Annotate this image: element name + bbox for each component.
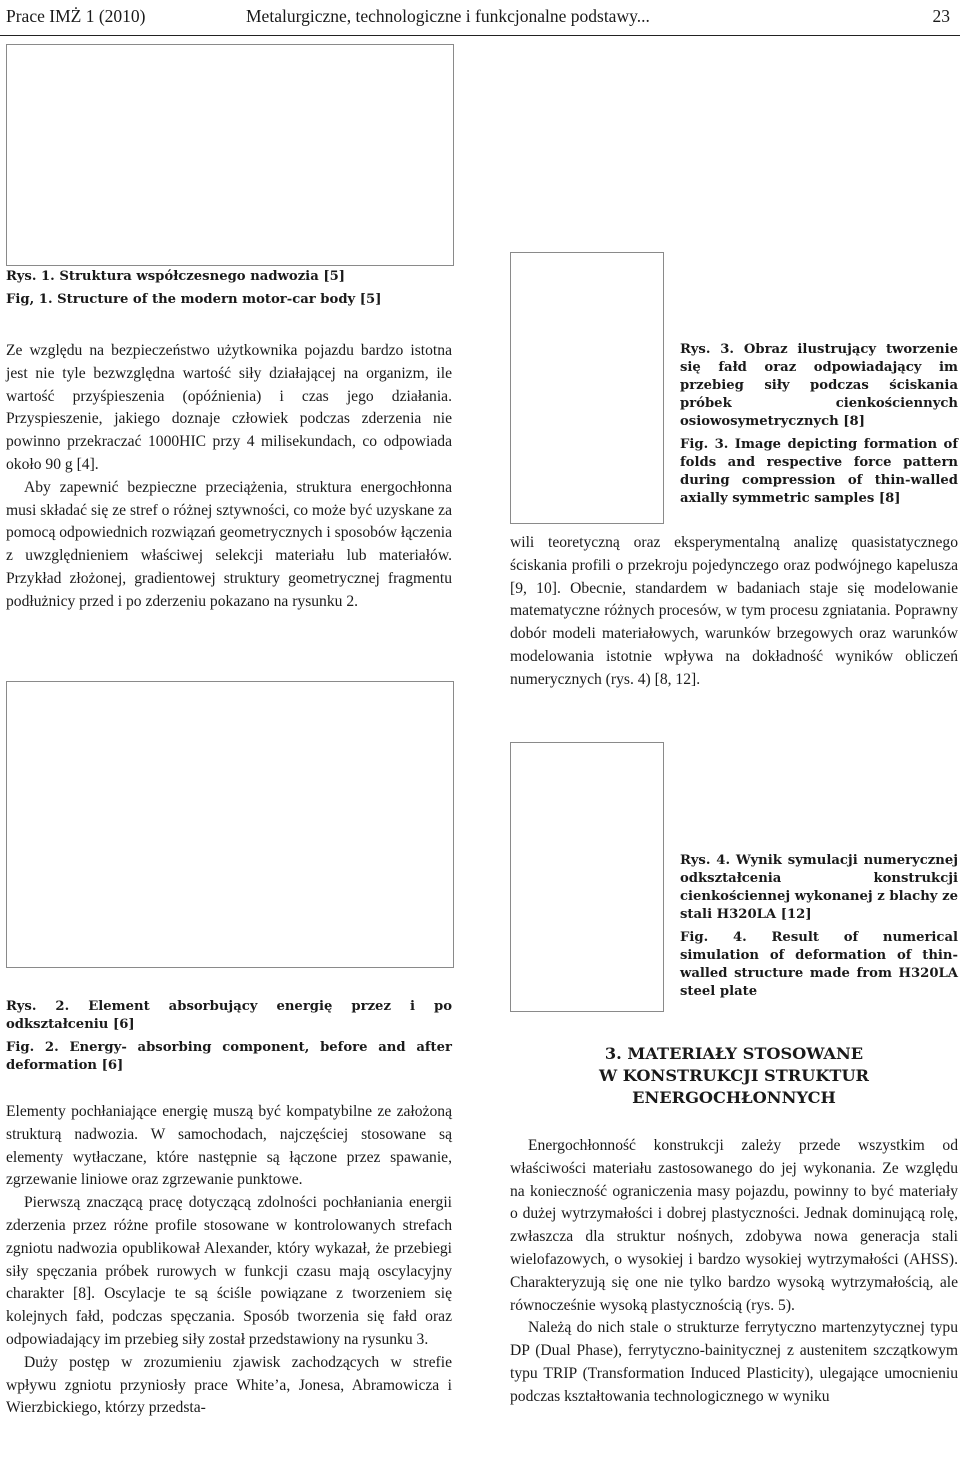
left-body-text-2 xyxy=(6,1101,452,1420)
figure-3-image xyxy=(510,252,664,524)
right-body-text-1 xyxy=(510,532,958,692)
section-3-heading-line: ENERGOCHŁONNYCH xyxy=(632,1088,836,1107)
figure-1-caption-pl: Rys. 1. Struktura współczesnego nadwozia [5] xyxy=(6,269,345,284)
page-header xyxy=(0,6,960,30)
figure-1-caption xyxy=(6,268,452,314)
figure-3-caption-en: Fig. 3. Image depicting formation of folds and respective force pattern during compression of thin-walled axially symmetric samples [8] xyxy=(680,437,958,506)
paragraph: Pierwszą znaczącą pracę dotyczącą zdolności pochłaniania energii zderzenia przez różne profile stosowane w kontrolowanych strefach zgniotu nadwozia opublikował Alexander, który wykazał, że przebiegi siły spęczania próbek rurowych w funkcji czasu mają oscylacyjny charakter [8]. Oscylacje te są ściśle powiązane z tworzeniem się kolejnych fałd, podczas spęczania. Sposób tworzenia się fałd oraz odpowiadający im przebieg siły został przedstawiony na rysunku 3. xyxy=(6,1194,452,1348)
figure-1-caption-en: Fig, 1. Structure of the modern motor-car body [5] xyxy=(6,292,382,307)
section-3-body-text xyxy=(510,1135,958,1409)
header-rule xyxy=(0,35,960,36)
paragraph: Elementy pochłaniające energię muszą być kompatybilne ze założoną strukturą nadwozia. W samochodach, najczęściej stosowane są elementy wytłaczane, które następnie są łączone przez spawanie, zgrzewanie liniowe oraz zgrzewanie punktowe. xyxy=(6,1103,452,1189)
figure-3-caption-pl: Rys. 3. Obraz ilustrujący tworzenie się fałd oraz odpowiadający im przebieg siły podczas ściskania próbek cienkościennych osiowosymetrycznych [8] xyxy=(680,342,958,429)
figure-4-caption xyxy=(680,852,958,1006)
figure-2-caption-en: Fig. 2. Energy- absorbing component, before and after deformation [6] xyxy=(6,1040,452,1073)
figure-2-image xyxy=(6,681,454,968)
figure-2-caption-pl: Rys. 2. Element absorbujący energię przez i po odkształceniu [6] xyxy=(6,999,452,1032)
figure-2-caption xyxy=(6,998,452,1080)
section-3-heading xyxy=(510,1043,958,1109)
paragraph: Należą do nich stale o strukturze ferrytyczno martenzytycznej typu DP (Dual Phase), ferrytyczno-bainitycznej z austenitem szczątkowym typu TRIP (Transformation Induced Plasticity), ulegające umocnieniu podczas kształtowania technologicznego w wyniku xyxy=(510,1319,958,1405)
journal-reference: Prace IMŻ 1 (2010) xyxy=(6,6,146,26)
figure-4-caption-en: Fig. 4. Result of numerical simulation of deformation of thin-walled structure made from H320LA steel plate xyxy=(680,930,958,999)
figure-4-caption-pl: Rys. 4. Wynik symulacji numerycznej odkształcenia konstrukcji cienkościennej wykonanej z blachy ze stali H320LA [12] xyxy=(680,853,958,922)
paragraph: Energochłonność konstrukcji zależy przede wszystkim od właściwości materiału zastosowanego do jej wykonania. Ze względu na konieczność ograniczenia masy pojazdu, powinny to być materiały o dużej wytrzymałości i dobrej plastyczności. Jednak dominującą rolę, zwłaszcza dla struktur nośnych, zdobywa nowa generacja stali wielofazowych, o wysokiej i bardzo wysokiej wytrzymałości (AHSS). Charakteryzują się one nie tylko bardzo wysoką wytrzymałością, ale równocześnie wysoką plastycznością (rys. 5). xyxy=(510,1137,958,1314)
paragraph: Duży postęp w zrozumieniu zjawisk zachodzących w strefie wpływu zgniotu przyniosły prace White’a, Jonesa, Abramowicza i Wierzbickiego, którzy przedsta- xyxy=(6,1353,452,1417)
figure-3-caption xyxy=(680,341,958,513)
figure-1-image xyxy=(6,44,454,266)
page-number: 23 xyxy=(932,6,950,26)
paragraph: Aby zapewnić bezpieczne przeciążenia, struktura energochłonna musi składać się ze stref o różnej sztywności, co może być uzyskane za pomocą odpowiednich rozwiązań geometrycznych i sposobów łączenia z uwzględnieniem właściwej selekcji materiału lub materiałów. Przykład złożonej, gradientowej struktury geometrycznej fragmentu podłużnicy przed i po zderzeniu pokazano na rysunku 2. xyxy=(6,478,452,610)
paragraph: wili teoretyczną oraz eksperymentalną analizę quasistatycznego ściskania profili o przekroju pojedynczego oraz podwójnego kapelusza [9, 10]. Obecnie, standardem w badaniach staje się modelowanie matematyczne różnych procesów, w tym procesu zgniatania. Poprawny dobór modeli materiałowych, warunków brzegowych oraz warunków modelowania istotnie wpływa na dokładność wyników obliczeń numerycznych (rys. 4) [8, 12]. xyxy=(510,534,958,688)
left-body-text-1 xyxy=(6,340,452,614)
figure-4-image xyxy=(510,742,664,1012)
paragraph: Ze względu na bezpieczeństwo użytkownika pojazdu bardzo istotna jest nie tyle bezwzględna wartość siły działającej na organizm, ile wartość przyśpieszenia (opóźnienia) i czas jego działania. Przyspieszenie, jakiego doznaje człowiek podczas zderzenia nie powinno przekraczać 1000HIC przy 4 milisekundach, co odpowiada około 90 g [4]. xyxy=(6,342,452,473)
running-title: Metalurgiczne, technologiczne i funkcjonalne podstawy... xyxy=(246,6,650,26)
section-3-heading-line: W KONSTRUKCJI STRUKTUR xyxy=(598,1066,870,1085)
section-3-heading-line: 3. MATERIAŁY STOSOWANE xyxy=(604,1044,864,1063)
